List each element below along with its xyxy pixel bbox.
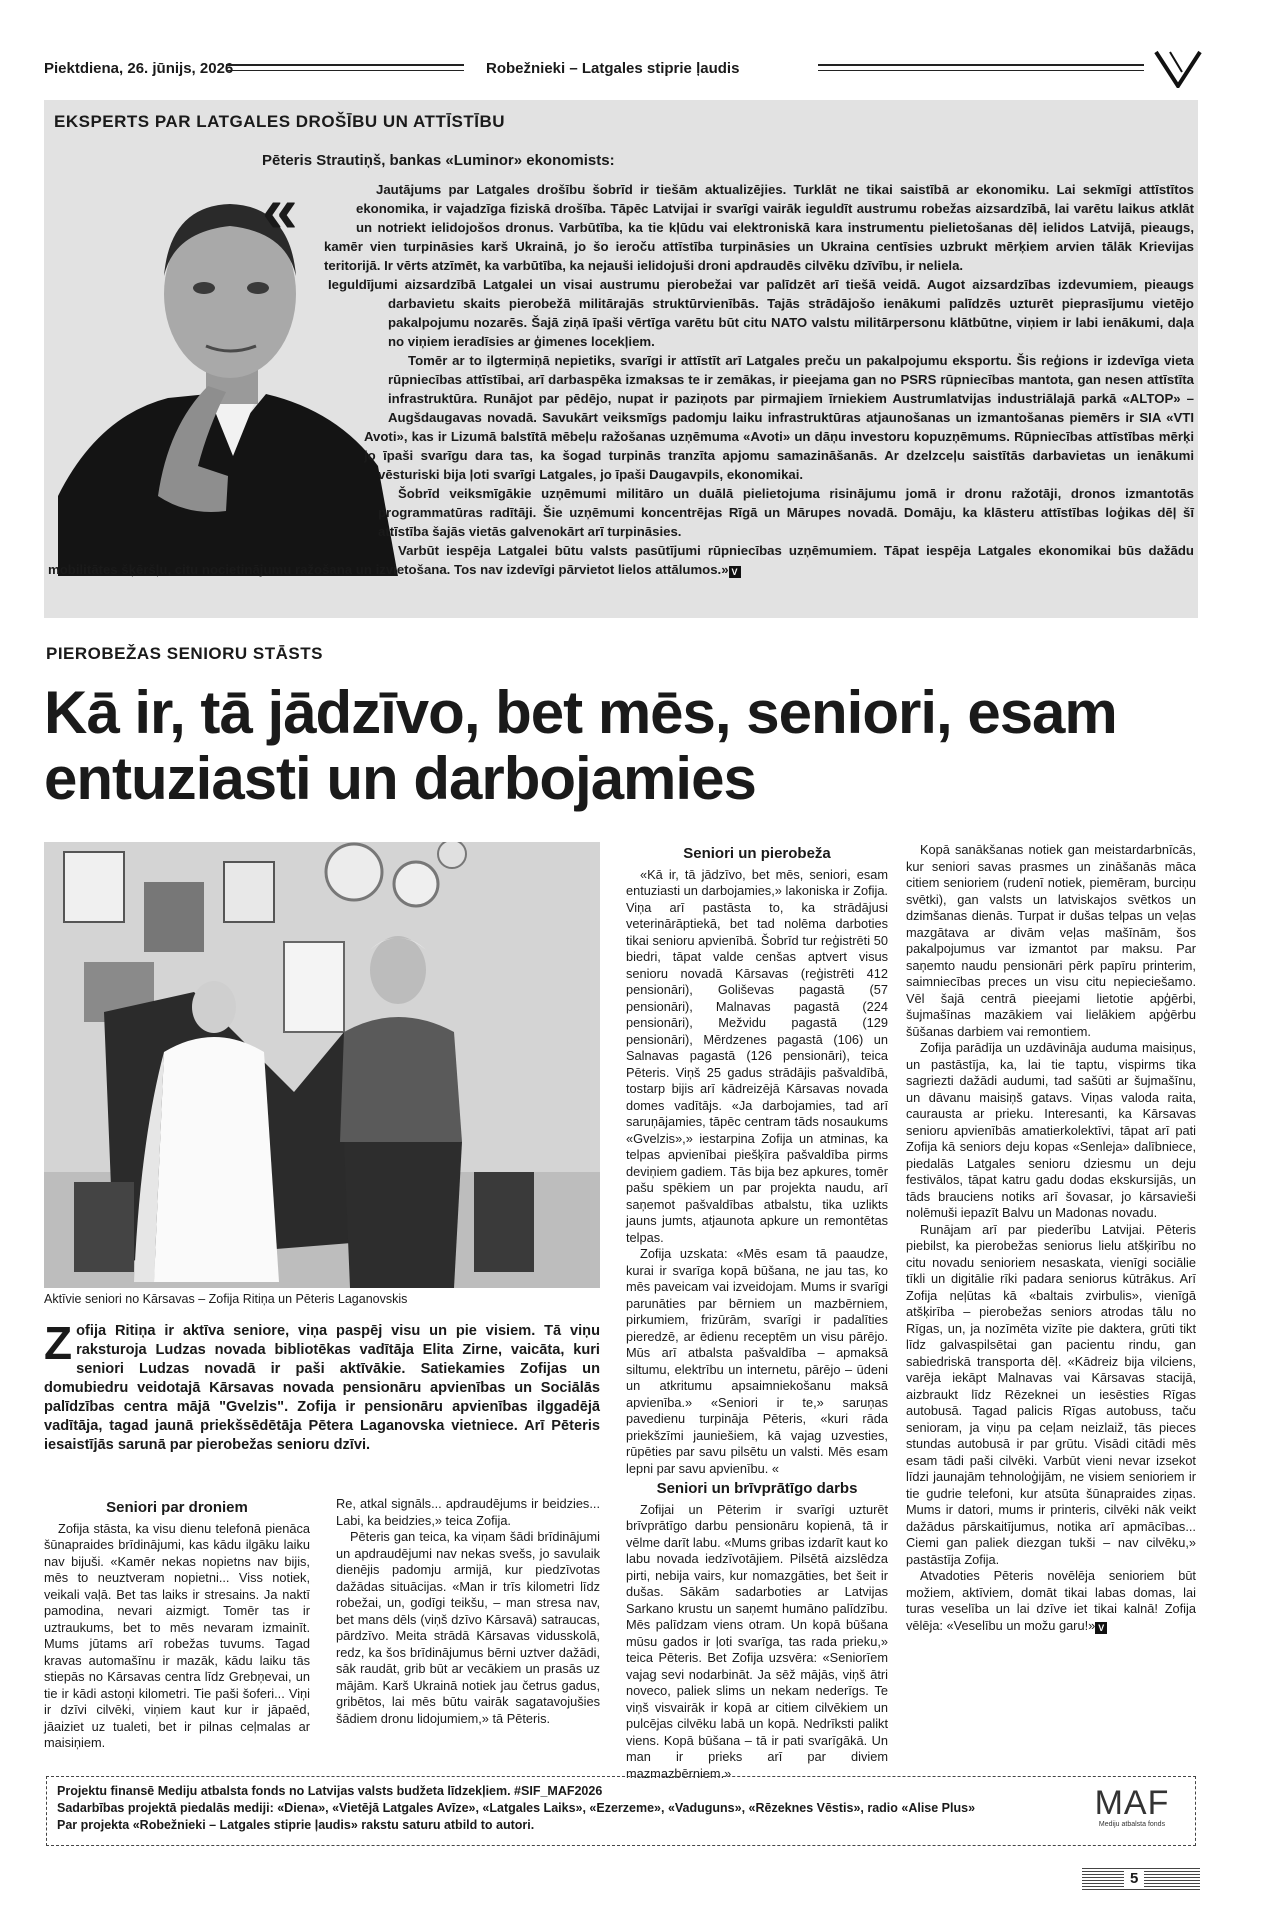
drop-cap: Z [44, 1317, 73, 1369]
column-paragraph: Pēteris gan teica, ka viņam šādi brīdinājumi un apdraudējumi nav nekas svešs, jo savulaik dienējis padomju armijā, kur piedzīvotas dažādas situācijas. «Man ir trīs kilometri līdz robežai, un, godīgi teikšu, – man stresa nav, bet mans dēls (viņš dzīvo Kārsavā) satraucas, pārdzīvo. Meita strādā Kārsavas vidusskolā, redz, ka šos brīdinājumus bērni uztver dažādi, sāk raudāt, grib būt ar vecākiem un prasās uz mājām. Karš Ukrainā notiek jau četrus gadus, gribētos, lai mēs būtu vairāk sagatavojušies šādiem dronu lidojumiem,» tā Pēteris. [336, 1529, 600, 1726]
end-sign-icon: V [729, 566, 741, 578]
column-paragraph-text: Atvadoties Pēteris novēlēja senioriem būt možiem, aktīviem, domāt tikai labas domas, lai turas veselība un lai dzīve iet tikai kalnā! Zofija vēlēja: «Veselību un možu garu!» [906, 1568, 1196, 1633]
column-paragraph [906, 1568, 1196, 1634]
column-paragraph: Zofija uzskata: «Mēs esam tā paaudze, kurai ir svarīga kopā būšana, ne jau tas, ko mēs paveicam vai izveidojam. Mums ir svarīgi parunāties par bērniem un mazbērniem, pirkumiem, frizūrām, svarīgi ir padalīties pieredzē, ar ēdienu receptēm un visu pārējo. Mūs arī atbalsta pašvaldība – apmaksā siltumu, elektrību un internetu, pārējo – ūdeni un atkritumu apsaimniekošanu maksā apvienība.» «Seniori ir te,» saruņas pavedienu turpināja Pēteris, «kuri rāda priekšzīmi jauniešiem, kā vajag uzvesties, rūpēties par savu pilsētu un valsti. Mēs esam lepni par savu apvienību. « [626, 1246, 888, 1476]
article-rubric: PIEROBEŽAS SENIORU STĀSTS [46, 644, 323, 663]
article-column-2 [336, 1496, 600, 1727]
expert-paragraph: Šobrīd veiksmīgākie uzņēmumi militāro un duālā pielietojuma risinājumu jomā ir dronu ražotāji, dronos izmantotās programmatūras radītāji. Šie uzņēmumi koncentrējas Rīgā un Mārupes novadā. Domāju, ka klāsteru attīstības loģikas dēļ šī attīstība šajās vietās galvenokārt arī turpināsies. [378, 486, 1194, 539]
article-column-3 [626, 842, 888, 1782]
column-paragraph: Zofija parādīja un uzdāvināja auduma maisiņus, un pastāstīja, ka, lai tie taptu, vispirms tika sagriezti dažādi audumi, tad sašūti ar šujmašīnu, un dāvanu maisiņš gatavs. Viņas valoda raita, caurausta ar prieku. Interesanti, ka Kārsavas senioru apvienībās amatierkolektīvi, tāpat arī pati Zofija kā seniors deju kopas «Senleja» dalībniece, piedalās Latgales senioru dziesmu un deju festivālos, tāpat katru gadu dodas ekskursijās, un tāds brauciens notiks arī šovasar, jo kārsavieši nolēmuši iepazīt Balvu un Madonas novadu. [906, 1040, 1196, 1220]
column-paragraph: «Kā ir, tā jādzīvo, bet mēs, seniori, esam entuziasti un darbojamies,» lakoniska ir Zofija. Viņa arī pastāsta to, ka strādājusi veterinārāptiekā, bet tad nolēma darboties tikai senioru apvienībā. Šobrīd tur reģistrēti 50 biedri, tāpat valde cenšas aptvert visus senioru novadā Kārsavas (reģistrēti 412 pensionāri), Goliševas pagastā (57 pensionāri), Malnavas pagastā (224 pensionāri), Mežvidu pagastā (129 pensionāri), Mērdzenes pagastā (106) un Salnavas pagastā (126 pensionāri), teica Pēteris. Viņš 25 gadus strādājis pašvaldībā, tostarp bijis arī kādreizējā Kārsavas novada domes vadītājs. «Ja darbojamies, tad arī saruņājamies, tāpēc centram tāds nosaukums «Gvelzis»,» iestarpina Zofija un atminas, ka telpas apvienībai piešķīra pašvaldība pirms deviņiem gadiem. Tās bija bez apkures, tomēr pašu spēkiem un par projekta naudu, arī saņemot pašvaldības atbalstu, tika uzlikts jauns jumts, atjaunota apkure un remontētas telpas. [626, 866, 888, 1245]
column-paragraph: Runājam arī par piederību Latvijai. Pēteris piebilst, ka pierobežas seniorus lielu atšķirību no citu novadu senioriem nesaskata, vienīgi sociālie tīkli un digitālie rīki padara seniorus kūtrākus. Arī Zofija neļūtas kā «baltais zvirbulis», vienīgā atšķirība – pierobežas seniors atrodas tālu no Rīgas, un, ja nozīmēta vizīte pie daktera, grūti tikt līdz galvaspilsētai gan pacientu rindu, gan sabiedriskā transporta dēļ. «Kādreiz bija vilciens, varēja iekāpt Malnavas vai Kārsavas stacijā, aizbraukt līdz Rēzeknei un iesēsties Rīgas autobusā. Tagad palicis Rīgas autobuss, taču senioram, ja viņu pa ceļam neizlaiž, tās pieces stundas autobusā ir par grūtu. Visādi citādi mēs esam tādi paši cilvēki. Varbūt vieni nevar izsekot līdzi jaunajām tehnoloģijām, ne visiem senioriem ir tie gudrie telefoni, kur atsūta šūnapraides ziņas. Mums ir datori, mums ir printeris, cilvēki nāk veikt dažādus pārskaitījumus, notika arī apmācības... Ciemi gan paliek diezgan tukši – nav cilvēku,» pastāstīja Zofija. [906, 1221, 1196, 1567]
expert-rubric: EKSPERTS PAR LATGALES DROŠĪBU UN ATTĪSTĪBU [54, 112, 506, 131]
quote-mark: « [262, 174, 298, 246]
supplement-title: Robežnieki – Latgales stiprie ļaudis [480, 60, 745, 77]
header-rule [818, 70, 1144, 71]
expert-paragraph: Ieguldījumi aizsardzībā Latgalei un visai austrumu pierobežai var palīdzēt arī tiešā veidā. Augot aizsardzības izdevumiem, pieaugs darbavietu skaits pierobežā militārajās struktūrvienībās. Tajās strādājošo ienākumi palīdzēs uzturēt pieprasījumu vietējo pakalpojumu nozarēs. Šajā ziņā īpaši vērtīga varētu būt citu NATO valstu militārpersonu klātbūtne, viņiem ir labi ienākumi, daļa no viņiem ieradīsies ar ģimenes locekļiem. [328, 277, 1194, 349]
v-logo-icon [1152, 48, 1204, 88]
subheading: Seniori un pierobeža [683, 845, 831, 862]
photo-caption: Aktīvie seniori no Kārsavas – Zofija Ritiņa un Pēteris Laganovskis [44, 1292, 408, 1306]
maf-logo-subtitle: Mediju atbalsta fonds [1098, 1821, 1166, 1828]
maf-logo-text: MAF [1094, 1784, 1170, 1822]
header-rule [226, 64, 464, 66]
header-rule [818, 64, 1144, 66]
funding-line: Sadarbības projektā piedalās mediji: «Diena», «Vietējā Latgales Avīze», «Latgales Laiks», «Ezerzeme», «Vaduguns», «Rēzeknes Vēstis», radio «Alise Plus» [57, 1801, 976, 1815]
expert-paragraph: Tomēr ar to ilgtermiņā nepietiks, svarīgi ir attīstīt arī Latgales preču un pakalpojumu eksportu. Šis reģions ir izdevīga vieta rūpniecības attīstībai, arī darbaspēka izmaksas te ir zemākas, ir pieejama gan no PSRS rūpniecības mantota, gan nesen attīstīta infrastruktūra. Runājot par pēdējo, nupat ir paziņots par pirmajiem īrniekiem Austrumlatvijas industriālajā parkā «ALTOP» – Augšdaugavas novadā. Savukārt veiksmīgs padomju laiku infrastruktūras atjaunošanas un izmantošanas piemērs ir SIA «VTI Avoti», kas ir Lizumā balstītā mēbeļu ražošanas uzņēmuma «Avoti» un dāņu investoru kopuzņēmums. Rūpniecības attīstības mērķi jo īpaši svarīgu dara tas, ka šogad turpinās tranzīta apjomu samazināšanās. Ar dzelzceļu saistītās darbavietas un ienākumi vēsturiski bija ļoti svarīgi Latgales, jo īpaši Daugavpils, ekonomikai. [364, 353, 1194, 482]
column-paragraph: Re, atkal signāls... apdraudējums ir beidzies... Labi, ka beidzies,» teica Zofija. [336, 1496, 600, 1528]
page-header [44, 50, 1204, 86]
funding-box [46, 1776, 1196, 1846]
end-sign-icon: V [1095, 1622, 1107, 1634]
expert-paragraph-text: Varbūt iespēja Latgalei būtu valsts pasūtījumi rūpniecības uzņēmumiem. Tāpat iespēja Latgales ekonomikai būs dažādu mobilitātes šķēršļu, citu nocietinājumu ražošana un izvietošana. Tos nav izdevīgi pārvietot lielos attālumos.» [48, 543, 1194, 577]
column-paragraph: Zofija stāsta, ka visu dienu telefonā pienāca šūnapraides brīdinājumi, kas kādu ilgāku laiku nav bijuši. «Kamēr nekas nopietns nav bijis, mēs to neuztveram nopietni... Viss notiek, veikali vaļā. Bet tas laiks ir stresains. Ja naktī pamodina, nevari aizmigt. Tomēr tas ir uztraukums, bet to mēs nevaram izmainīt. Mums jūtams arī robežas tuvums. Tagad kravas automašīnu ir mazāk, kādu laiku tās stiepās no Kārsavas centra līdz Grebņevai, un tie ir kādi astoņi kilometri. Tie paši šoferi... Viņi ir dzīvi cilvēki, viņiem kaut kur ir jāpaēd, jāaiziet uz tualeti, bet ir pilnas ceļmalas ar maisiņiem. [44, 1520, 310, 1750]
subheading: Seniori un brīvprātīgo darbs [656, 1480, 858, 1497]
column-paragraph: Zofijai un Pēterim ir svarīgi uzturēt brīvprātīgo darbu pensionāru kopienā, tā ir vēlme darīt labu. «Mums gribas izdarīt kaut ko labu novada iedzīvotājiem. Pilsētā aizslēdza pirti, nebija vairs, kur nomazgāties, bet šeit ir dušas. Sākām sadarboties ar Latvijas Sarkano krustu un saņemt humāno palīdzību. Mēs palīdzam viens otram. Un kopā būšana mūsu gados ir ļoti svarīga, tas rada prieku,» teica Pēteris. Bet Zofija uzsvēra: «Seniorīem vajag sevi nodarbināt. Ja sēž mājās, viņš ātri noveco, paliek slims un nekam nederīgs. Te viņš visvairāk ir kopā ar citiem cilvēkiem un pulcējas cilvēku labā un kopā. Nedrīksti palikt viens. Kopā būšana – tā ir pati svarīgākā. Un man ir prieks arī par diviem mazmazbērniem.» [626, 1501, 888, 1781]
header-rule [226, 70, 464, 71]
page-number-bar [1082, 1868, 1200, 1890]
article-column-4 [906, 842, 1196, 1634]
maf-logo [1077, 1785, 1187, 1831]
column-paragraph: Kopā sanākšanas notiek gan meistardarbnīcās, kur seniori savas prasmes un zināšanās māca citiem senioriem (rudenī notiek, piemēram, burciņu svētki), gan valsts un latviskajos svētkos un dzimšanas dienās. Turpat ir dušas telpas un veļas mazgātava ar divām veļas mašīnām, šos pakalpojumus var izmantot par maksu. Par saņemto naudu pensionāri pērk papīru printerim, saimniecības preces un visu citu nepieciešamo. Vēl šajā centrā pieejami lietotie apģērbi, šujmašīnas mazākiem vai lielākiem apģērbu šūšanas darbiem vai remontiem. [906, 842, 1196, 1039]
funding-line: Par projekta «Robežnieki – Latgales stiprie ļaudis» rakstu saturu atbild to autori. [57, 1818, 535, 1832]
subheading: Seniori par droniem [106, 1499, 248, 1516]
expert-paragraph: Jautājums par Latgales drošību šobrīd ir tiešām aktualizējies. Turklāt ne tikai saistībā ar ekonomiku. Lai sekmīgi attīstītos ekonomika, ir vajadzīga fiziskā drošība. Tāpēc Latvijai ir svarīgi vairāk ieguldīt austrumu robežas aizsardzībā, lai varētu laikus atklāt un notriekt ielidojošos dronus. Varbūtība, ka tie kļūdu vai elektroniskā kara instrumentu pielietošanas dēļ ielidos Latvijā, pieaugs, kamēr vien turpināsies karš Ukrainā, jo šo ieroču attīstība turpināsies un Ukraina centīsies uzbrukt mērķiem arvien tālāk Krievijas teritorijā. Ir vērts atzīmēt, ka varbūtība, ka nejauši ielidojuši droni apdraudēs cilvēku dzīvību, ir neliela. [324, 182, 1194, 273]
article-headline: Kā ir, tā jādzīvo, bet mēs, seniori, esam entuziasti un darbojamies [44, 679, 1117, 812]
article-column-1 [44, 1496, 310, 1752]
expert-body [48, 174, 1194, 579]
article-lead [44, 1317, 600, 1455]
page-number: 5 [1124, 1870, 1144, 1887]
funding-line: Projektu finansē Mediju atbalsta fonds no Latvijas valsts budžeta līdzekļiem. #SIF_MAF2026 [57, 1784, 603, 1798]
expert-box [44, 100, 1198, 618]
expert-author: Pēteris Strautiņš, bankas «Luminor» ekonomists: [262, 152, 615, 169]
lead-text: ofija Ritiņa ir aktīva seniore, viņa paspēj visu un pie visiem. Tā viņu raksturoja Ludzas novada bibliotēkas vadītāja Elita Zirne, vaicāta, kuri seniori Ludzas novadā ir paši aktīvākie. Satiekamies Zofijas un domubiedru veidotajā Kārsavas novada pensionāru apvienības un Sociālās palīdzības centra mājā "Gvelzis". Zofija ir pensionāru apvienības ilggadējā vadītāja, tagad jaunā priekšsēdētāja Pētera Laganovska vietniece. Arī Pēteris iesaistījās sarunā par pierobežas senioru dzīvi. [44, 1323, 600, 1453]
article-photo [44, 842, 600, 1288]
issue-date: Piektdiena, 26. jūnijs, 2026 [44, 60, 234, 77]
